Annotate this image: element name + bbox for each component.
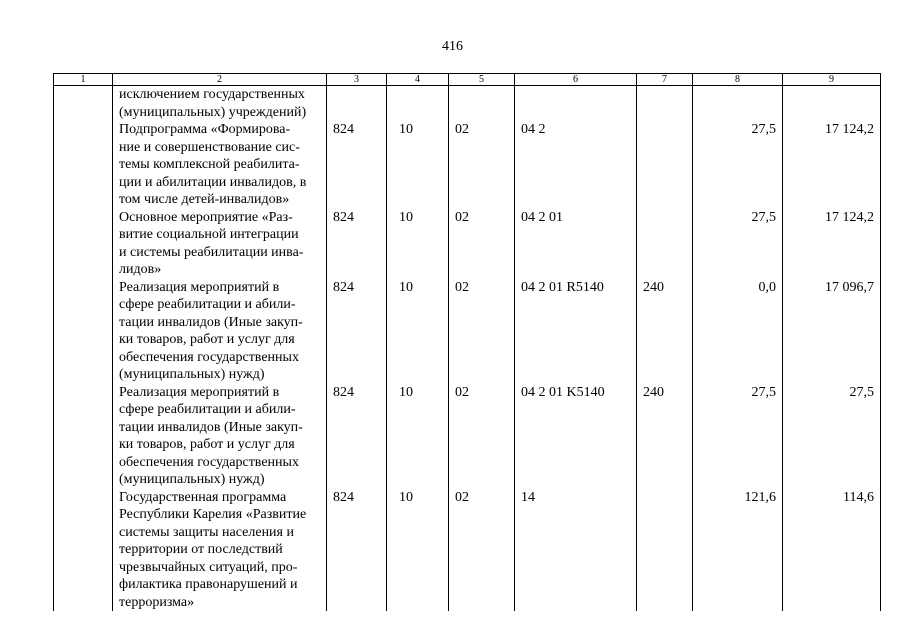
ved-code-cell: 824 xyxy=(327,121,387,209)
amount-col-8-cell xyxy=(693,86,783,122)
section-code-cell: 10 xyxy=(387,384,449,489)
amount-col-8-cell: 27,5 xyxy=(693,209,783,279)
row-name-cell: Государственная программа Республики Карелия «Развитие системы защиты населения и территории от последствий чрезвычайных ситуаций, про- филактика правонарушений и терроризма» xyxy=(113,489,327,612)
section-code-cell: 10 xyxy=(387,209,449,279)
row-name-cell: исключением государственных (муниципальных) учреждений) xyxy=(113,86,327,122)
expense-type-code-cell xyxy=(637,121,693,209)
column-header-2: 2 xyxy=(113,74,327,86)
row-name-cell: Реализация мероприятий в сфере реабилитации и абили- тации инвалидов (Иные закуп- ки товаров, работ и услуг для обеспечения государственных (муниципальных) нужд) xyxy=(113,279,327,384)
amount-col-8-cell: 27,5 xyxy=(693,384,783,489)
ved-code-cell: 824 xyxy=(327,489,387,612)
subsection-code-cell: 02 xyxy=(449,121,515,209)
section-code-cell xyxy=(387,86,449,122)
section-code-cell: 10 xyxy=(387,279,449,384)
row-index-cell xyxy=(54,279,113,384)
section-code-cell: 10 xyxy=(387,121,449,209)
row-name-cell: Реализация мероприятий в сфере реабилитации и абили- тации инвалидов (Иные закуп- ки товаров, работ и услуг для обеспечения государственных (муниципальных) нужд) xyxy=(113,384,327,489)
expense-type-code-cell xyxy=(637,489,693,612)
section-code-cell: 10 xyxy=(387,489,449,612)
column-header-3: 3 xyxy=(327,74,387,86)
subsection-code-cell: 02 xyxy=(449,209,515,279)
column-header-8: 8 xyxy=(693,74,783,86)
subsection-code-cell xyxy=(449,86,515,122)
target-article-code-cell: 14 xyxy=(515,489,637,612)
budget-table xyxy=(53,73,881,611)
expense-type-code-cell: 240 xyxy=(637,279,693,384)
row-name-cell: Основное мероприятие «Раз- витие социальной интеграции и системы реабилитации инва- лидов» xyxy=(113,209,327,279)
table-body xyxy=(54,86,881,612)
row-index-cell xyxy=(54,86,113,122)
column-header-9: 9 xyxy=(783,74,881,86)
row-index-cell xyxy=(54,209,113,279)
subsection-code-cell: 02 xyxy=(449,279,515,384)
column-number-row xyxy=(54,74,881,86)
amount-col-9-cell: 27,5 xyxy=(783,384,881,489)
amount-col-8-cell: 121,6 xyxy=(693,489,783,612)
target-article-code-cell xyxy=(515,86,637,122)
target-article-code-cell: 04 2 01 R5140 xyxy=(515,279,637,384)
column-header-6: 6 xyxy=(515,74,637,86)
amount-col-9-cell xyxy=(783,86,881,122)
ved-code-cell xyxy=(327,86,387,122)
amount-col-9-cell: 17 124,2 xyxy=(783,209,881,279)
table-row xyxy=(54,279,881,384)
ved-code-cell: 824 xyxy=(327,209,387,279)
expense-type-code-cell xyxy=(637,86,693,122)
table-row xyxy=(54,384,881,489)
column-header-1: 1 xyxy=(54,74,113,86)
row-name-cell: Подпрограмма «Формирова- ние и совершенствование сис- темы комплексной реабилита- ции и абилитации инвалидов, в том числе детей-инвалидов» xyxy=(113,121,327,209)
ved-code-cell: 824 xyxy=(327,384,387,489)
target-article-code-cell: 04 2 01 K5140 xyxy=(515,384,637,489)
amount-col-8-cell: 27,5 xyxy=(693,121,783,209)
table-row xyxy=(54,121,881,209)
column-header-4: 4 xyxy=(387,74,449,86)
expense-type-code-cell xyxy=(637,209,693,279)
expense-type-code-cell: 240 xyxy=(637,384,693,489)
table-row xyxy=(54,209,881,279)
amount-col-9-cell: 114,6 xyxy=(783,489,881,612)
amount-col-9-cell: 17 096,7 xyxy=(783,279,881,384)
amount-col-9-cell: 17 124,2 xyxy=(783,121,881,209)
table-row xyxy=(54,86,881,122)
target-article-code-cell: 04 2 01 xyxy=(515,209,637,279)
column-header-7: 7 xyxy=(637,74,693,86)
ved-code-cell: 824 xyxy=(327,279,387,384)
target-article-code-cell: 04 2 xyxy=(515,121,637,209)
table-row xyxy=(54,489,881,612)
row-index-cell xyxy=(54,384,113,489)
page-number: 416 xyxy=(442,39,463,54)
row-index-cell xyxy=(54,489,113,612)
column-header-5: 5 xyxy=(449,74,515,86)
subsection-code-cell: 02 xyxy=(449,489,515,612)
amount-col-8-cell: 0,0 xyxy=(693,279,783,384)
row-index-cell xyxy=(54,121,113,209)
subsection-code-cell: 02 xyxy=(449,384,515,489)
